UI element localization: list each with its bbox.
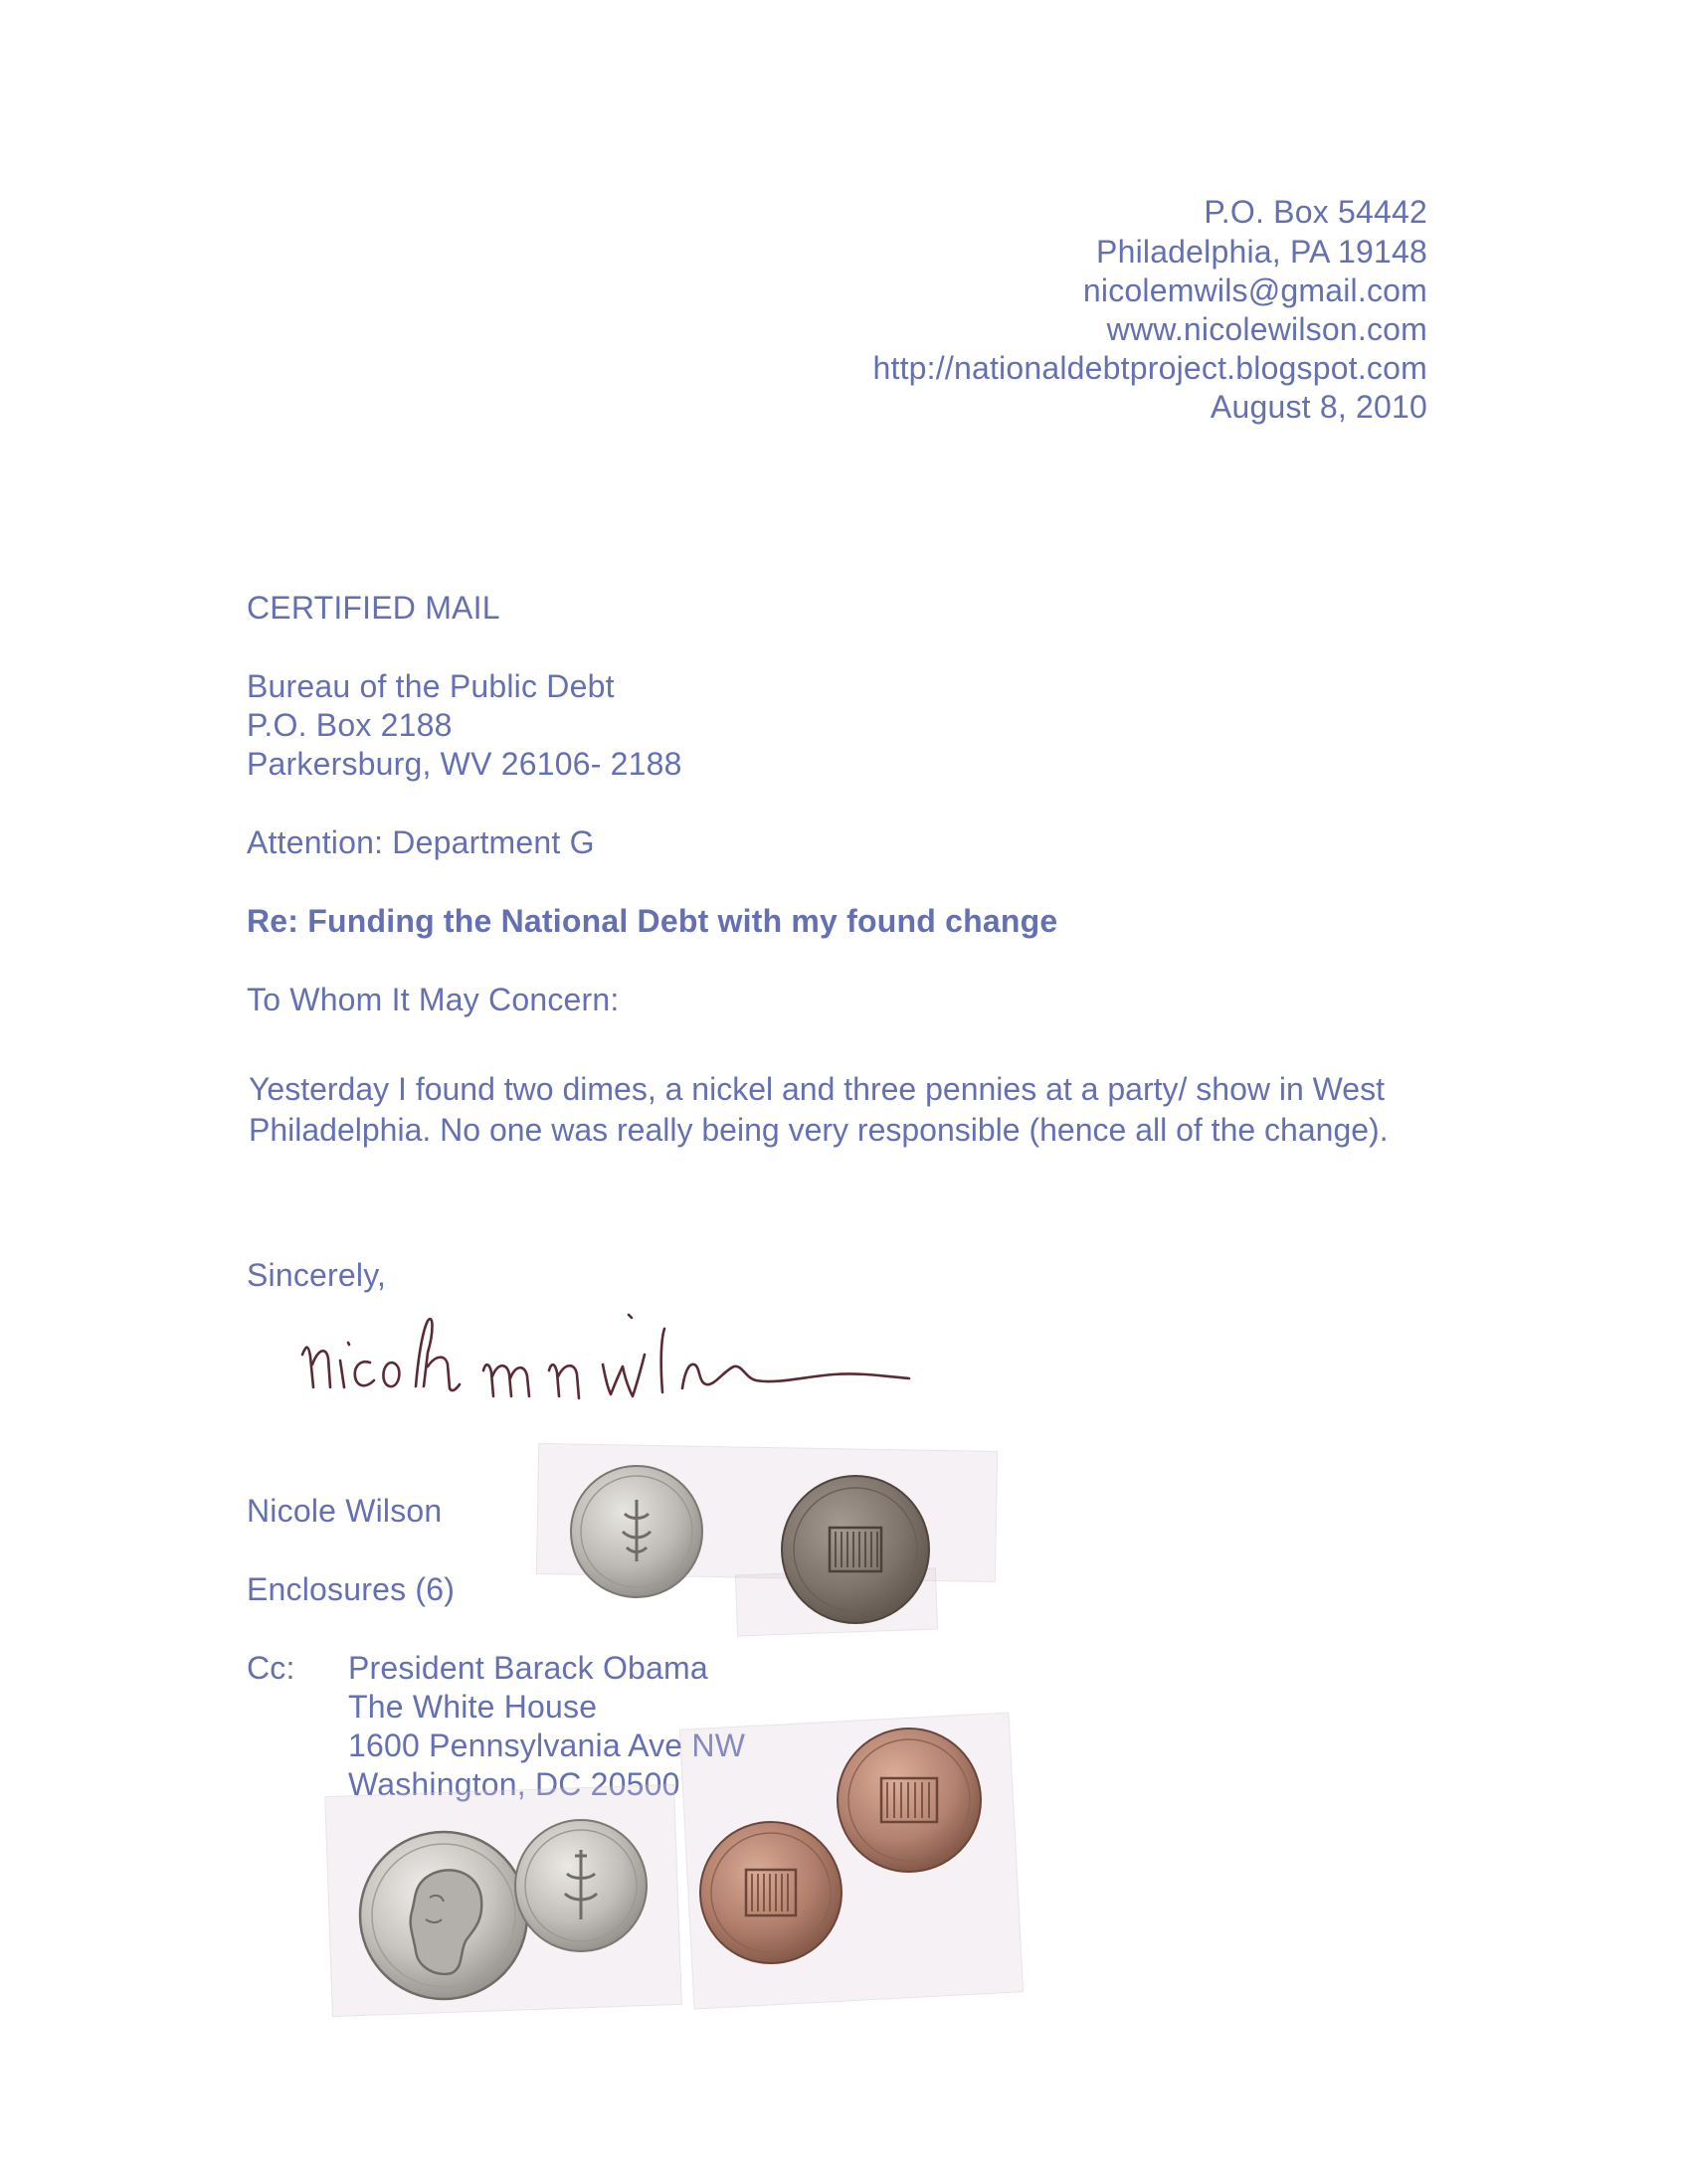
sender-blog: http://nationaldebtproject.blogspot.com: [872, 350, 1427, 386]
penny-coin: [778, 1472, 933, 1627]
handwritten-signature: [288, 1293, 925, 1432]
signer-name: Nicole Wilson: [247, 1493, 443, 1529]
attention-line: Attention: Department G: [247, 824, 595, 860]
sender-address-line2: Philadelphia, PA 19148: [1096, 234, 1427, 270]
mail-type: CERTIFIED MAIL: [247, 590, 500, 626]
body-paragraph: Yesterday I found two dimes, a nickel and three pennies at a party/ show in West Philadelphia. No one was really being very responsible (hence all of the change).: [249, 1071, 1389, 1148]
sender-address-line1: P.O. Box 54442: [1204, 194, 1427, 230]
closing: Sincerely,: [247, 1257, 387, 1293]
salutation: To Whom It May Concern:: [247, 982, 620, 1017]
nickel-coin: [356, 1828, 531, 2003]
subject-line: Re: Funding the National Debt with my found change: [247, 903, 1058, 939]
cc-line2: The White House: [348, 1689, 598, 1725]
cc-label: Cc:: [247, 1650, 295, 1686]
recipient-address-line1: P.O. Box 2188: [247, 707, 453, 743]
dime-coin: [511, 1816, 651, 1955]
penny-coin: [696, 1818, 845, 1967]
recipient-name: Bureau of the Public Debt: [247, 668, 615, 704]
sender-email: nicolemwils@gmail.com: [1082, 273, 1427, 308]
enclosures-line: Enclosures (6): [247, 1571, 456, 1607]
cc-line3: 1600 Pennsylvania Ave NW: [348, 1728, 746, 1763]
sender-website: www.nicolewilson.com: [1106, 311, 1427, 347]
dime-coin: [567, 1462, 706, 1601]
penny-coin: [834, 1725, 985, 1876]
recipient-address-line2: Parkersburg, WV 26106- 2188: [247, 746, 682, 782]
letter-date: August 8, 2010: [1210, 389, 1427, 425]
cc-line1: President Barack Obama: [348, 1650, 708, 1686]
cc-line4: Washington, DC 20500: [348, 1766, 680, 1802]
